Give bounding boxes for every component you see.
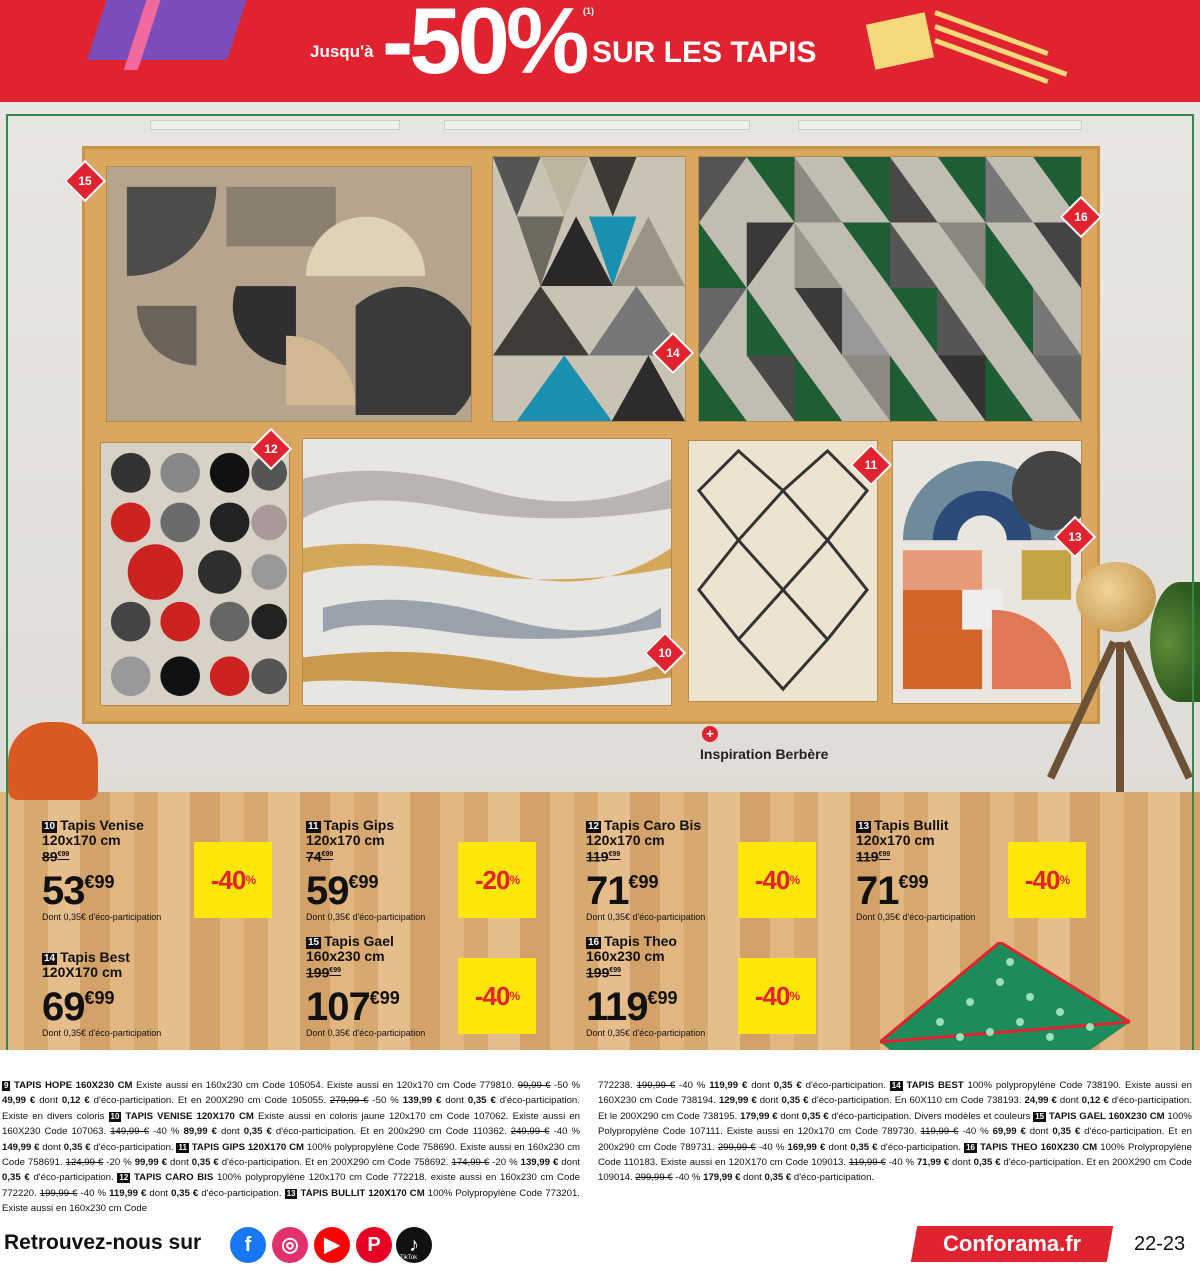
legal-segment: 10 — [110, 1111, 120, 1121]
legal-segment: 0,35 € — [801, 1110, 829, 1122]
legal-segment: -40 % — [958, 1126, 993, 1138]
legal-segment: dont — [949, 1157, 974, 1169]
legal-segment: 9 — [4, 1081, 9, 1090]
legal-segment: TAPIS GIPS 120X170 CM — [188, 1141, 307, 1153]
banner-suffix: SUR LES TAPIS — [592, 36, 817, 69]
item-badge: 11 — [850, 444, 892, 486]
item-badge: 16 — [1060, 196, 1102, 238]
legal-segment: -40 % — [885, 1157, 917, 1169]
legal-segment: TAPIS THEO 160X230 CM — [976, 1141, 1101, 1153]
legal-segment: dont — [558, 1157, 580, 1169]
discount-badge: -20 % — [458, 842, 536, 918]
gift-box-decoration — [87, 0, 253, 60]
item-badge: 14 — [652, 332, 694, 374]
legal-segment: dont — [167, 1157, 192, 1169]
legal-segment: 772238. — [598, 1080, 637, 1091]
legal-segment: -50 % — [550, 1080, 580, 1091]
legal-segment: 174,99 € — [451, 1157, 490, 1169]
price: $59^{€99}$ — [306, 868, 379, 913]
legal-segment: d'éco-participation. — [198, 1187, 285, 1199]
legal-segment: 249,99 € — [510, 1126, 550, 1138]
legal-segment: 16 — [966, 1142, 975, 1152]
price: $119^{€99}$ — [586, 984, 678, 1029]
legal-segment: 199,99 € — [636, 1080, 676, 1091]
rug-gael — [106, 166, 472, 422]
legal-segment: dont — [740, 1172, 765, 1184]
legal-segment: 49,99 € — [2, 1095, 36, 1107]
legal-segment: 179,99 € — [703, 1172, 741, 1184]
legal-segment: dont — [1056, 1095, 1082, 1107]
rug-caro-bis — [100, 442, 290, 706]
product-tapis-venise: 10 Tapis Venise 120x170 cm $89^{€99}$ $53^{€99}$ Dont 0,35€ d'éco-participation — [42, 817, 162, 922]
legal-segment: dont — [777, 1110, 802, 1122]
legal-segment: d'éco-participation. — [791, 1172, 875, 1184]
legal-segment: d'éco-participation. Et en 200x290 cm Code 789731. — [598, 1126, 1192, 1153]
product-tapis-caro-bis: 12 Tapis Caro Bis 120x170 cm $119^{€99}$ $71^{€99}$ Dont 0,35€ d'éco-participation — [586, 817, 706, 922]
follow-us-label: Retrouvez-nous sur — [4, 1231, 202, 1254]
legal-segment: 299,99 € — [717, 1141, 756, 1153]
legal-segment: 0,35 € — [773, 1080, 802, 1091]
product-tapis-gips: 11 Tapis Gips 120x170 cm $74^{€99}$ $59^{€99}$ Dont 0,35€ d'éco-participation — [306, 817, 426, 922]
old-price: $119^{€99}$ — [586, 848, 621, 865]
legal-segment: 0,35 € — [973, 1157, 1001, 1169]
legal-segment: 119,99 € — [709, 1080, 748, 1091]
star-decoration — [866, 12, 934, 69]
legal-segment: 169,99 € — [787, 1141, 826, 1153]
legal-segment: 0,35 € — [764, 1172, 792, 1184]
legal-segment: dont — [146, 1187, 172, 1199]
tiktok-icon[interactable]: ♪ — [396, 1227, 432, 1263]
legal-segment: 179,99 € — [740, 1110, 778, 1122]
legal-segment: 71,99 € — [916, 1157, 950, 1169]
legal-segment: 69,99 € — [992, 1126, 1026, 1138]
rug-bullit — [892, 440, 1082, 704]
legal-segment: 100% Prolypropylène Code 110183. Existe aussi en 120X170 cm Code 109013. — [598, 1141, 1192, 1169]
legal-segment: dont — [441, 1095, 468, 1107]
price: $107^{€99}$ — [306, 984, 400, 1029]
legal-segment: 279,99 € — [329, 1095, 369, 1107]
legal-segment: d'éco-participation. — [801, 1080, 890, 1091]
tiktok-label: TikTok — [400, 1255, 418, 1261]
old-price: $74^{€99}$ — [306, 848, 334, 865]
legal-segment: -20 % — [489, 1157, 521, 1169]
legal-segment: d'éco-participation. Et en 200X290 cm Code 109014. — [598, 1157, 1192, 1184]
price: $71^{€99}$ — [586, 868, 659, 913]
legal-segment: 99,99 € — [134, 1157, 168, 1169]
product-tapis-best: 14 Tapis Best 120X170 cm $69^{€99}$ Dont 0,35€ d'éco-participation — [42, 949, 162, 1038]
legal-segment: 0,35 € — [467, 1095, 496, 1107]
legal-segment: dont — [825, 1141, 851, 1153]
legal-segment: d'éco-participation. En 60X110 cm Code 738193. — [808, 1095, 1025, 1107]
legal-segment: 100% polypropylène Code 758690. Existe aussi en 160x230 cm Code 758691. — [2, 1141, 580, 1169]
legal-segment: 0,35 € — [171, 1187, 199, 1199]
legal-segment: TAPIS BULLIT 120X170 CM — [297, 1187, 428, 1199]
item-badge: 13 — [1054, 516, 1096, 558]
legal-segment: dont — [35, 1095, 62, 1107]
item-badge: 15 — [64, 160, 106, 202]
legal-segment: 100% polypropylène 120x170 cm Code 772218. existe aussi en 160x230 cm Code 772220. — [2, 1172, 580, 1199]
discount-badge: -40 % — [1008, 842, 1086, 918]
legal-segment: TAPIS HOPE 160X230 CM — [10, 1080, 136, 1091]
discount-badge: -40 % — [194, 842, 272, 918]
legal-segment: dont — [747, 1080, 774, 1091]
legal-segment: 129,99 € — [718, 1095, 757, 1107]
legal-segment: Existe aussi en 160x230 cm Code 105054. Existe aussi en 120x170 cm Code 779810. — [136, 1080, 518, 1091]
legal-segment: d'éco-participation. — [877, 1141, 965, 1153]
legal-segment: 15 — [1035, 1111, 1045, 1121]
legal-segment: 0,35 € — [243, 1126, 272, 1138]
site-link[interactable]: Conforama.fr — [911, 1226, 1113, 1262]
page-numbers: 22-23 — [1134, 1233, 1186, 1255]
rug-theo — [698, 156, 1082, 422]
item-badge: 10 — [644, 632, 686, 674]
legal-segment: dont — [216, 1126, 244, 1138]
legal-segment: dont — [1025, 1126, 1053, 1138]
legal-segment: 11 — [178, 1142, 187, 1152]
legal-segment: -50 % — [368, 1095, 403, 1107]
legal-segment: TAPIS CARO BIS — [130, 1172, 217, 1184]
legal-segment: Existe aussi en coloris jaune 120x170 cm Code 107062. Existe aussi en 160X230 Code 107063. — [2, 1110, 580, 1138]
legal-segment: 0,35 € — [2, 1172, 30, 1184]
legal-segment: d'éco-participation. Et le 200X290 cm Code 738195. — [598, 1095, 1192, 1122]
legal-segment: 139,99 € — [520, 1157, 559, 1169]
legal-segment: dont — [756, 1095, 782, 1107]
discount-badge: -40 % — [458, 958, 536, 1034]
rug-gips — [688, 440, 878, 702]
legal-segment: 199,99 € — [39, 1187, 78, 1199]
facebook-icon[interactable]: f — [230, 1227, 266, 1263]
legal-segment: 100% polypropylène Code 738190. Existe aussi en 160X230 cm Code 738194. — [598, 1080, 1192, 1107]
legal-segment: 119,99 € — [109, 1187, 147, 1199]
legal-segment: d'éco-participation. Et en 200X290 cm Code 758692. — [218, 1157, 452, 1169]
legal-segment: -40 % — [675, 1080, 710, 1091]
legal-segment: TAPIS GAEL 160X230 CM — [1046, 1110, 1168, 1122]
legal-segment: d'éco-participation. — [29, 1172, 118, 1184]
old-price: $199^{€99}$ — [306, 964, 342, 981]
legal-text-right — [598, 1078, 1192, 1186]
legal-segment: 139,99 € — [402, 1095, 442, 1107]
inspiration-label: + Inspiration Berbère — [700, 726, 829, 762]
legal-segment: dont — [39, 1141, 64, 1153]
legal-segment: 99,99 € — [517, 1080, 551, 1091]
discount-badge: -40 % — [738, 958, 816, 1034]
discount-badge: -40 % — [738, 842, 816, 918]
legal-segment: d'éco-participation. Et en 200x290 cm Code 110362. — [271, 1126, 511, 1138]
banner-prefix: Jusqu'à — [310, 42, 374, 61]
legal-segment: -40 % — [77, 1187, 110, 1199]
legal-segment: 119,99 € — [848, 1157, 886, 1169]
legal-segment: 119,99 € — [920, 1126, 959, 1138]
legal-segment: 0,12 € — [61, 1095, 90, 1107]
youtube-icon[interactable]: ▶ — [314, 1227, 350, 1263]
legal-segment: d'éco-participation. Et en 200X290 cm Code 105055. — [89, 1095, 330, 1107]
product-tapis-gael: 15 Tapis Gael 160x230 cm $199^{€99}$ $107^{€99}$ Dont 0,35€ d'éco-participation — [306, 933, 426, 1038]
legal-segment: -40 % — [672, 1172, 704, 1184]
promo-banner — [0, 0, 1200, 102]
legal-segment: -40 % — [148, 1126, 184, 1138]
legal-segment: 124,99 € — [65, 1157, 104, 1169]
legal-segment: 100% Polypropylène Code 773201. Existe aussi en 160x230 cm Code — [2, 1187, 580, 1215]
item-badge: 12 — [250, 428, 292, 470]
legal-segment: 100% Polypropylène Code 107111. Existe aussi en 120x170 cm Code 789730. — [598, 1110, 1192, 1138]
product-tapis-bullit: 13 Tapis Bullit 120x170 cm $119^{€99}$ $71^{€99}$ Dont 0,35€ d'éco-participation — [856, 817, 976, 922]
legal-segment: 0,35 € — [850, 1141, 878, 1153]
legal-segment: d'éco-participation. Divers modèles et couleurs — [828, 1110, 1034, 1122]
legal-segment: 24,99 € — [1024, 1095, 1057, 1107]
legal-segment: d'éco-participation. — [90, 1141, 177, 1153]
legal-segment: 149,99 € — [110, 1126, 149, 1138]
legal-segment: TAPIS BEST — [902, 1080, 968, 1091]
legal-segment: -40 % — [755, 1141, 788, 1153]
orange-pouf — [8, 722, 98, 800]
plant — [1150, 582, 1200, 702]
legal-segment: TAPIS VENISE 120X170 CM — [121, 1110, 259, 1122]
instagram-icon[interactable]: ◎ — [272, 1227, 308, 1263]
legal-text-left — [2, 1078, 580, 1217]
legal-segment: 13 — [286, 1188, 296, 1198]
banner-note: (1) — [583, 6, 594, 16]
banner-discount: -50% — [382, 0, 586, 93]
old-price: $89^{€99}$ — [42, 848, 70, 865]
pinterest-icon[interactable]: P — [356, 1227, 392, 1263]
price: $53^{€99}$ — [42, 868, 115, 913]
price: $69^{€99}$ — [42, 985, 115, 1029]
legal-segment: 149,99 € — [2, 1141, 40, 1153]
rug-venise — [302, 438, 672, 706]
legal-segment: 0,35 € — [781, 1095, 809, 1107]
floor-lamp — [1076, 562, 1156, 632]
legal-segment: 89,99 € — [183, 1126, 217, 1138]
old-price: $119^{€99}$ — [856, 848, 891, 865]
legal-segment: 0,35 € — [63, 1141, 91, 1153]
legal-segment: 0,35 € — [191, 1157, 219, 1169]
plus-icon: + — [702, 726, 718, 742]
legal-segment: 299,99 € — [635, 1172, 673, 1184]
gift-decoration — [880, 942, 1130, 1050]
legal-segment: -40 % — [549, 1126, 580, 1138]
legal-segment: 14 — [891, 1081, 901, 1090]
legal-segment: -20 % — [103, 1157, 135, 1169]
rug-best — [492, 156, 686, 422]
legal-segment: d'éco-participation. Existe en divers coloris — [2, 1095, 580, 1122]
price: $71^{€99}$ — [856, 868, 929, 913]
old-price: $199^{€99}$ — [586, 964, 622, 981]
legal-segment: 0,12 € — [1081, 1095, 1109, 1107]
legal-segment: 12 — [119, 1173, 129, 1183]
product-tapis-theo: 16 Tapis Theo 160x230 cm $199^{€99}$ $119^{€99}$ Dont 0,35€ d'éco-participation — [586, 933, 706, 1038]
legal-segment: 0,35 € — [1052, 1126, 1081, 1138]
